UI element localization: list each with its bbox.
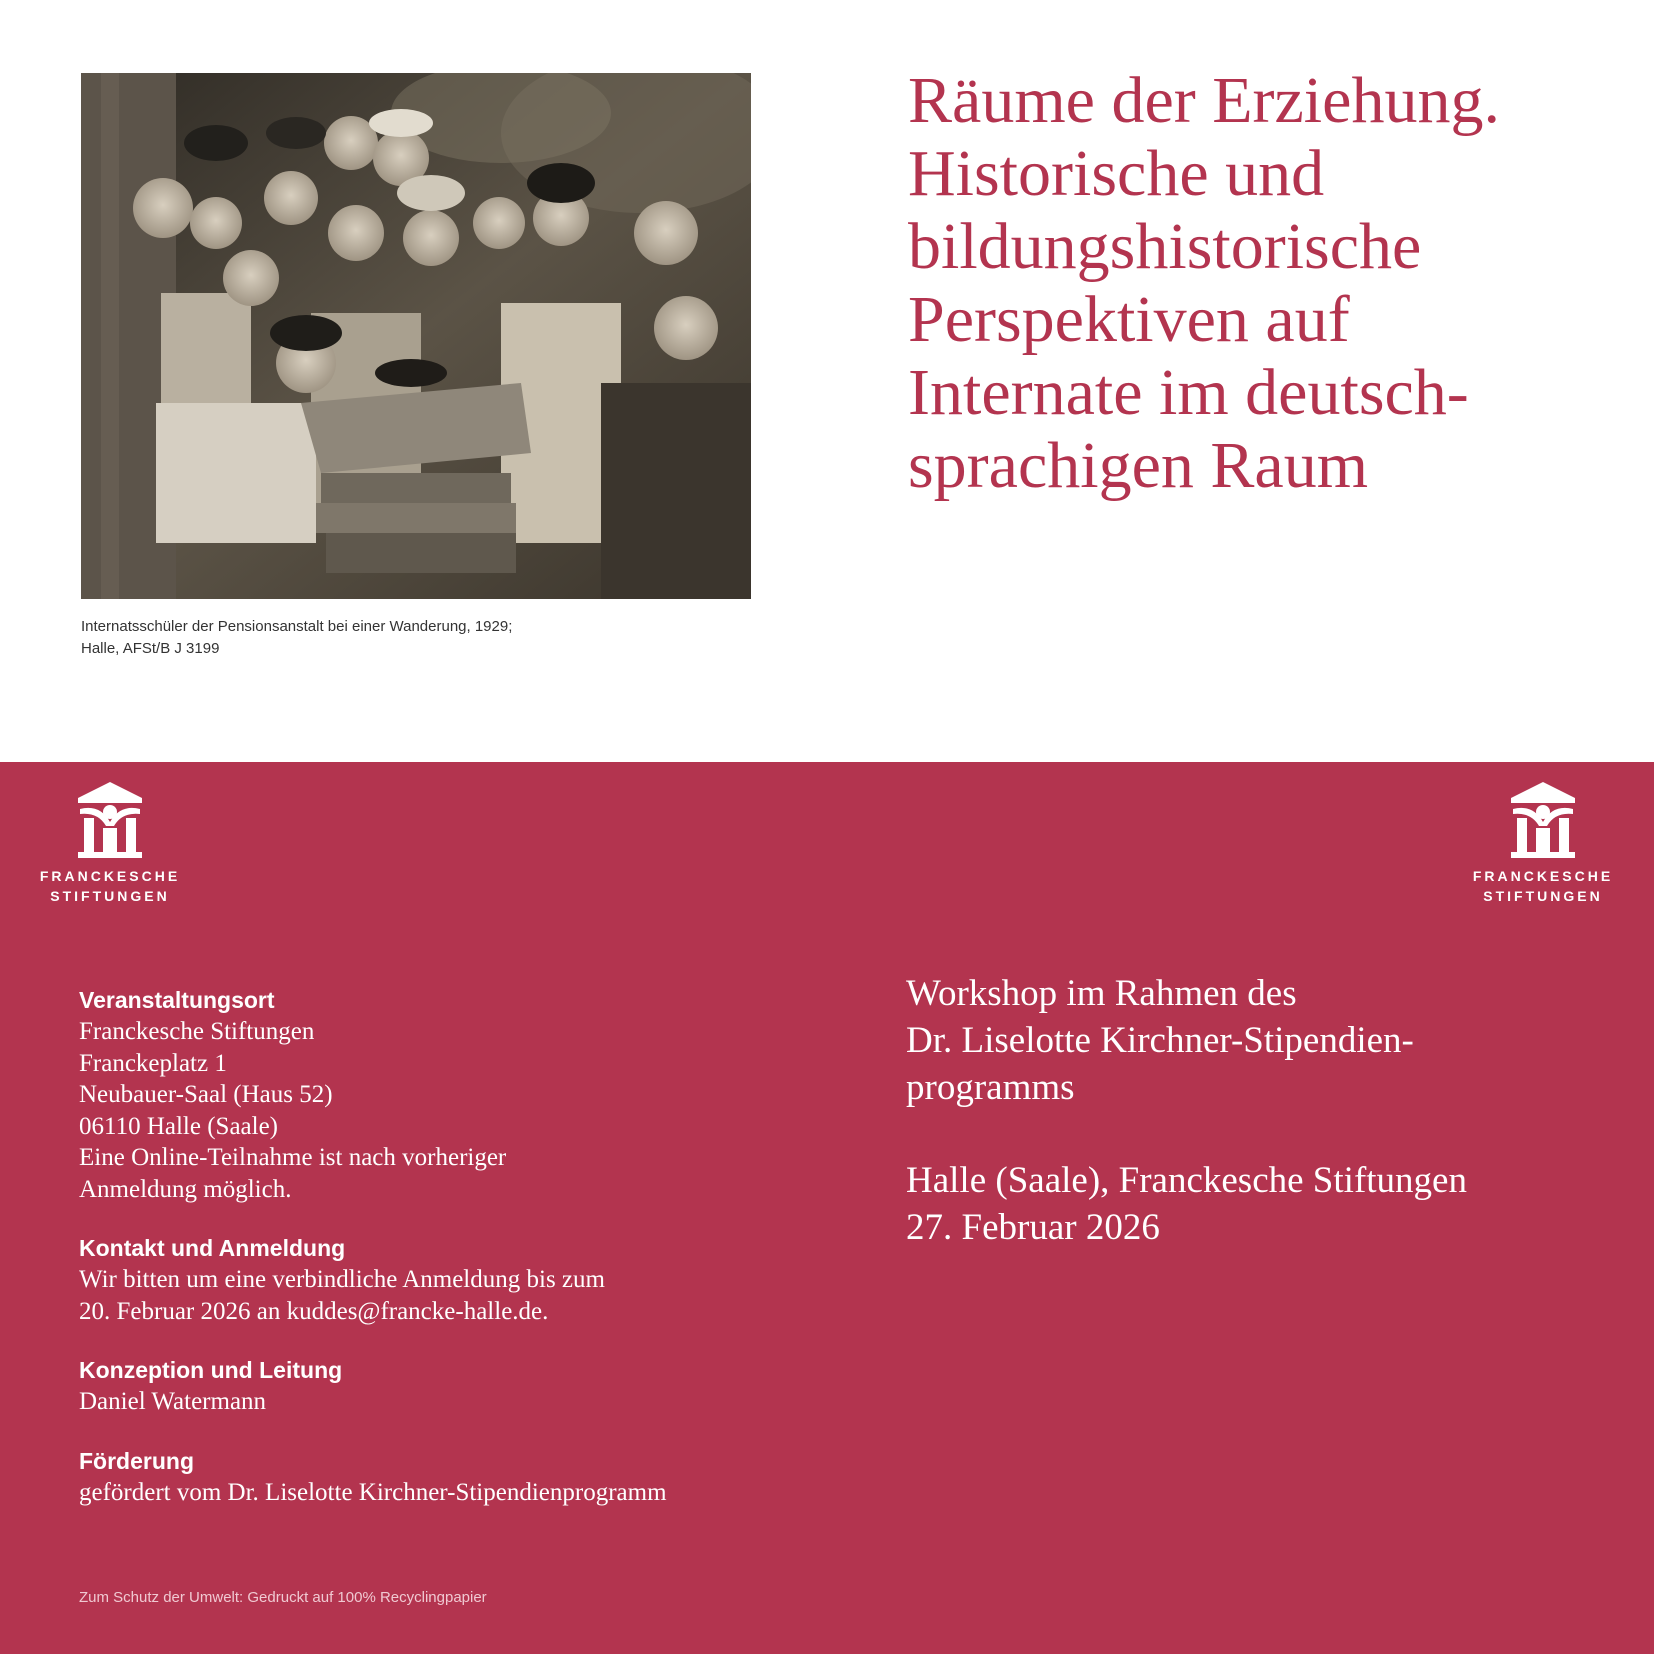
logo-text-line: STIFTUNGEN [1483, 888, 1603, 904]
caption-line: Internatsschüler der Pensionsanstalt bei einer Wanderung, 1929; [81, 618, 513, 635]
event-info [79, 984, 799, 1535]
title-line: sprachigen Raum [908, 429, 1369, 502]
conception-line: Daniel Watermann [79, 1388, 267, 1415]
funding-line: gefördert vom Dr. Liselotte Kirchner-Stipendienprogramm [79, 1478, 667, 1506]
venue-line: Franckesche Stiftungen [79, 1018, 315, 1045]
info-panel [0, 762, 1654, 1654]
title-line: Perspektiven auf [908, 283, 1350, 356]
venue-line: Anmeldung möglich. [79, 1175, 292, 1203]
workshop-date: 27. Februar 2026 [906, 1207, 1160, 1248]
title-line: Historische und [908, 137, 1325, 210]
funding-section [79, 1445, 799, 1509]
logo-text-line: STIFTUNGEN [50, 888, 170, 904]
conception-section [79, 1354, 799, 1418]
workshop-place: Halle (Saale), Franckesche Stiftungen [906, 1160, 1467, 1201]
venue-line: Franckeplatz 1 [79, 1049, 227, 1077]
venue-line: Neubauer-Saal (Haus 52) [79, 1081, 333, 1108]
contact-section [79, 1232, 799, 1327]
venue-section [79, 984, 799, 1205]
funding-heading: Förderung [79, 1447, 194, 1474]
contact-line: Wir bitten um eine verbindliche Anmeldung bis zum [79, 1266, 605, 1293]
venue-line: Eine Online-Teilnahme ist nach vorheriger [79, 1144, 507, 1171]
logo-text-line: FRANCKESCHE [1472, 868, 1614, 884]
venue-heading: Veranstaltungsort [79, 987, 275, 1013]
logo-right [1463, 782, 1623, 906]
spacer [906, 1111, 1626, 1157]
workshop-line: programms [906, 1067, 1075, 1108]
venue-line: 06110 Halle (Saale) [79, 1112, 278, 1140]
workshop-line: Dr. Liselotte Kirchner-Stipendien- [906, 1020, 1414, 1061]
historic-group-photo [81, 73, 751, 599]
logo-text-line: FRANCKESCHE [39, 868, 181, 884]
workshop-info [906, 970, 1626, 1251]
title-line: bildungshistorische [908, 210, 1422, 283]
conception-heading: Konzeption und Leitung [79, 1357, 343, 1383]
contact-heading: Kontakt und Anmeldung [79, 1235, 346, 1261]
workshop-line: Workshop im Rahmen des [906, 973, 1297, 1014]
title-line: Räume der Erziehung. [908, 64, 1500, 137]
photo-caption [81, 616, 641, 660]
page-title [908, 64, 1588, 502]
photo-illustration [81, 73, 751, 599]
contact-line: 20. Februar 2026 an kuddes@francke-halle.de. [79, 1297, 549, 1325]
logo-left [30, 782, 190, 906]
foundation-logo-icon [1503, 782, 1583, 858]
title-line: Internate im deutsch- [908, 356, 1469, 429]
foundation-logo-icon [70, 782, 150, 858]
footer-note: Zum Schutz der Umwelt: Gedruckt auf 100% Recyclingpapier [79, 1589, 487, 1606]
caption-line: Halle, AFSt/B J 3199 [81, 640, 220, 657]
